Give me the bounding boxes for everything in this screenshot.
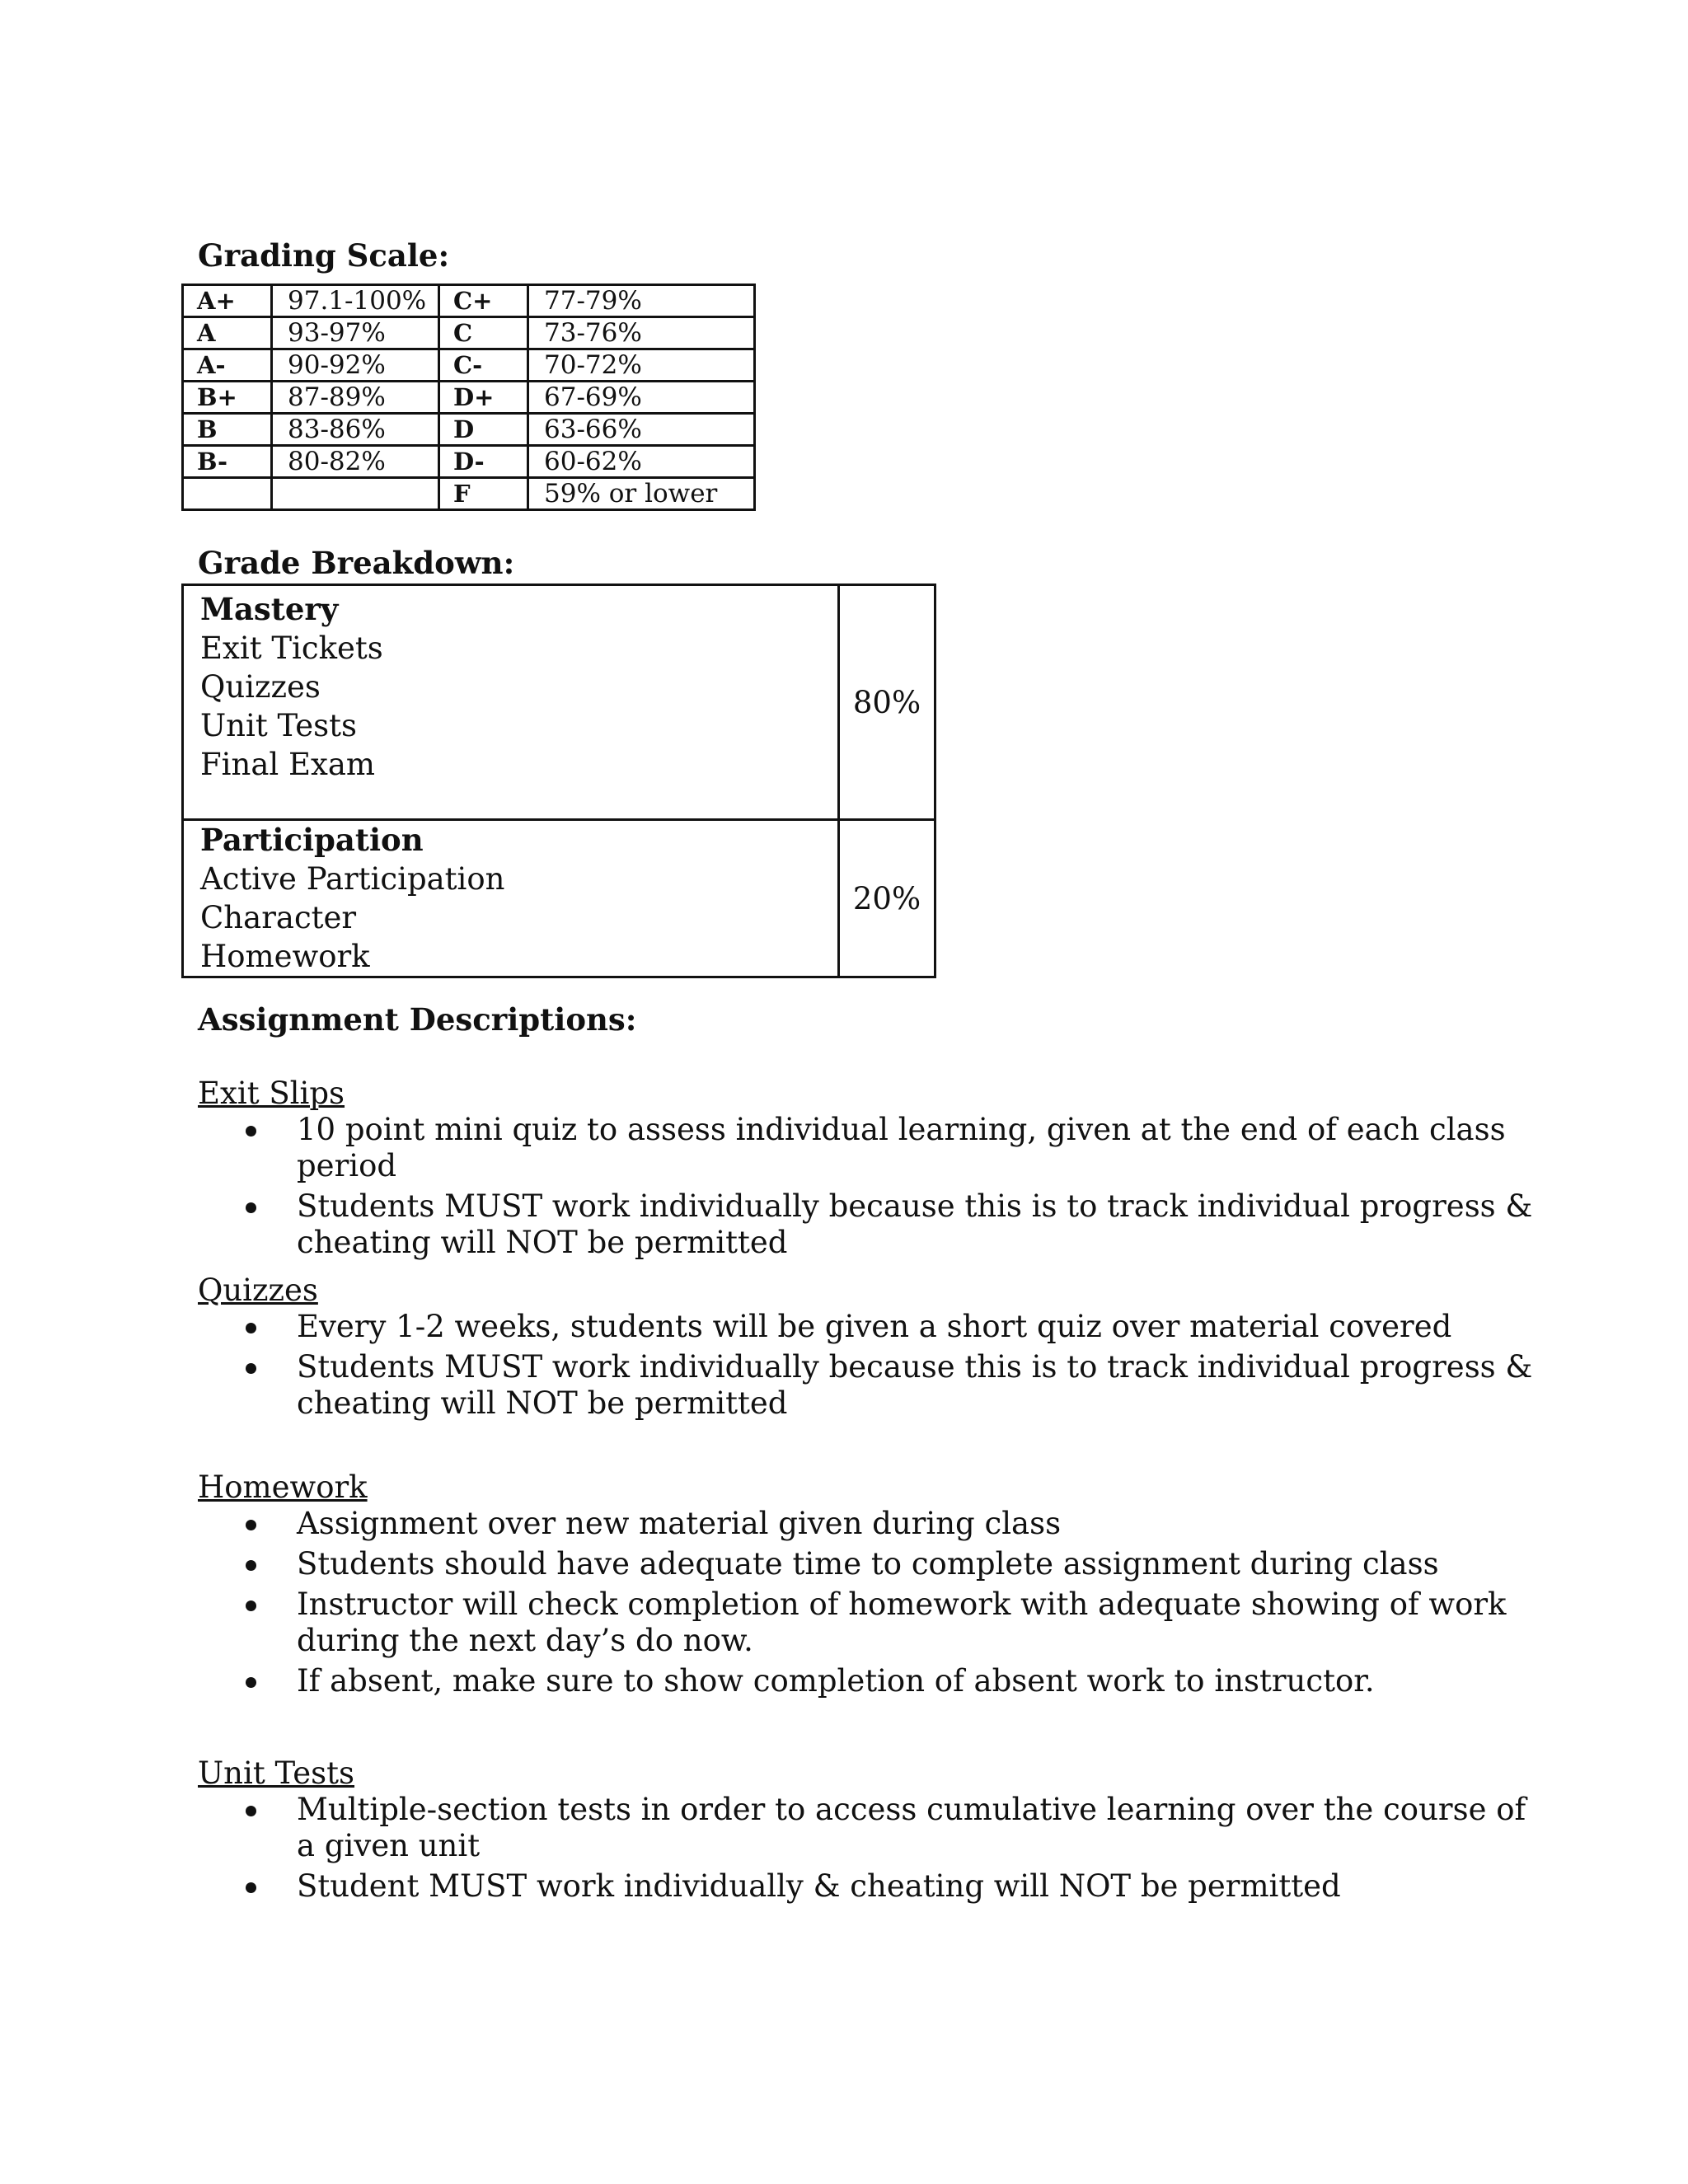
bullet-icon	[246, 1363, 256, 1374]
grading-scale-row	[183, 317, 755, 349]
grade-range: 90-92%	[272, 349, 439, 382]
list-item	[198, 1546, 1533, 1582]
grade-breakdown-heading: Grade Breakdown:	[198, 545, 515, 581]
category-item: Final Exam	[200, 747, 376, 782]
grade-letter: A-	[183, 349, 272, 382]
grading-scale-row	[183, 478, 755, 510]
grading-scale-row	[183, 446, 755, 478]
list-item-text: If absent, make sure to show completion of absent work to instructor.	[297, 1663, 1375, 1699]
grade-letter: C+	[439, 285, 528, 317]
grade-range: 67-69%	[528, 382, 755, 414]
category-percent: 80%	[839, 585, 935, 820]
category-item: Unit Tests	[200, 708, 358, 743]
grading-scale-row	[183, 382, 755, 414]
category-item: Exit Tickets	[200, 630, 383, 666]
grade-letter: F	[439, 478, 528, 510]
list-item	[198, 1792, 1533, 1864]
breakdown-row-mastery	[183, 585, 935, 820]
list-item	[198, 1188, 1533, 1261]
list-item-text: Instructor will check completion of homework with adequate showing of work during the next day’s do now.	[297, 1586, 1507, 1658]
list-item	[198, 1586, 1533, 1659]
section-homework	[198, 1469, 1533, 1704]
list-item-text: Students MUST work individually because this is to track individual progress & cheating will NOT be permitted	[297, 1349, 1533, 1421]
bullet-icon	[246, 1126, 256, 1137]
category-percent: 20%	[839, 820, 935, 977]
category-name: Mastery	[200, 591, 339, 627]
category-item: Quizzes	[200, 669, 321, 705]
section-unit-tests	[198, 1755, 1533, 1909]
grade-letter: B	[183, 414, 272, 446]
bullet-list	[198, 1309, 1533, 1422]
grade-range: 97.1-100%	[272, 285, 439, 317]
grade-letter	[183, 478, 272, 510]
list-item-text: Every 1-2 weeks, students will be given a short quiz over material covered	[297, 1309, 1452, 1344]
section-quizzes	[198, 1272, 1533, 1426]
list-item-text: Multiple-section tests in order to access cumulative learning over the course of a given unit	[297, 1792, 1526, 1863]
category-name: Participation	[200, 822, 424, 858]
grade-range: 63-66%	[528, 414, 755, 446]
bullet-icon	[246, 1806, 256, 1816]
grade-range: 70-72%	[528, 349, 755, 382]
grade-range: 87-89%	[272, 382, 439, 414]
grade-range	[272, 478, 439, 510]
category-item: Character	[200, 900, 357, 935]
list-item	[198, 1349, 1533, 1422]
grade-letter: B+	[183, 382, 272, 414]
list-item-text: Student MUST work individually & cheating will NOT be permitted	[297, 1868, 1341, 1904]
category-item: Active Participation	[200, 861, 505, 897]
list-item	[198, 1868, 1533, 1905]
section-title: Exit Slips	[198, 1076, 345, 1111]
grading-scale-row	[183, 349, 755, 382]
bullet-icon	[246, 1882, 256, 1893]
bullet-icon	[246, 1560, 256, 1571]
list-item-text: Assignment over new material given during class	[297, 1506, 1062, 1541]
bullet-list	[198, 1506, 1533, 1699]
grade-range: 77-79%	[528, 285, 755, 317]
grading-scale-row	[183, 285, 755, 317]
grade-range: 59% or lower	[528, 478, 755, 510]
grade-range: 93-97%	[272, 317, 439, 349]
list-item	[198, 1663, 1533, 1699]
list-item	[198, 1506, 1533, 1542]
grade-letter: D	[439, 414, 528, 446]
section-exit-slips	[198, 1076, 1533, 1265]
grading-scale-heading: Grading Scale:	[198, 237, 450, 274]
grading-scale-row	[183, 414, 755, 446]
list-item	[198, 1309, 1533, 1345]
breakdown-row-participation	[183, 820, 935, 977]
breakdown-items-cell	[183, 585, 839, 820]
grade-letter: D+	[439, 382, 528, 414]
grade-letter: B-	[183, 446, 272, 478]
grade-breakdown-table	[181, 583, 936, 978]
grade-letter: C-	[439, 349, 528, 382]
grade-letter: D-	[439, 446, 528, 478]
section-title: Homework	[198, 1469, 368, 1505]
grade-range: 60-62%	[528, 446, 755, 478]
grade-range: 73-76%	[528, 317, 755, 349]
bullet-icon	[246, 1520, 256, 1530]
bullet-icon	[246, 1202, 256, 1213]
grade-letter: A+	[183, 285, 272, 317]
section-title: Unit Tests	[198, 1755, 355, 1791]
grade-range: 83-86%	[272, 414, 439, 446]
category-item: Homework	[200, 939, 370, 974]
grade-range: 80-82%	[272, 446, 439, 478]
breakdown-items-cell	[183, 820, 839, 977]
list-item	[198, 1112, 1533, 1184]
grade-letter: A	[183, 317, 272, 349]
list-item-text: Students should have adequate time to complete assignment during class	[297, 1546, 1439, 1582]
bullet-icon	[246, 1323, 256, 1333]
assignment-descriptions-heading: Assignment Descriptions:	[198, 1001, 637, 1038]
bullet-list	[198, 1112, 1533, 1261]
list-item-text: 10 point mini quiz to assess individual learning, given at the end of each class period	[297, 1112, 1506, 1183]
list-item-text: Students MUST work individually because this is to track individual progress & cheating will NOT be permitted	[297, 1188, 1533, 1260]
grade-letter: C	[439, 317, 528, 349]
bullet-list	[198, 1792, 1533, 1905]
grading-scale-table	[181, 284, 756, 511]
section-title: Quizzes	[198, 1272, 318, 1308]
bullet-icon	[246, 1677, 256, 1688]
bullet-icon	[246, 1601, 256, 1611]
